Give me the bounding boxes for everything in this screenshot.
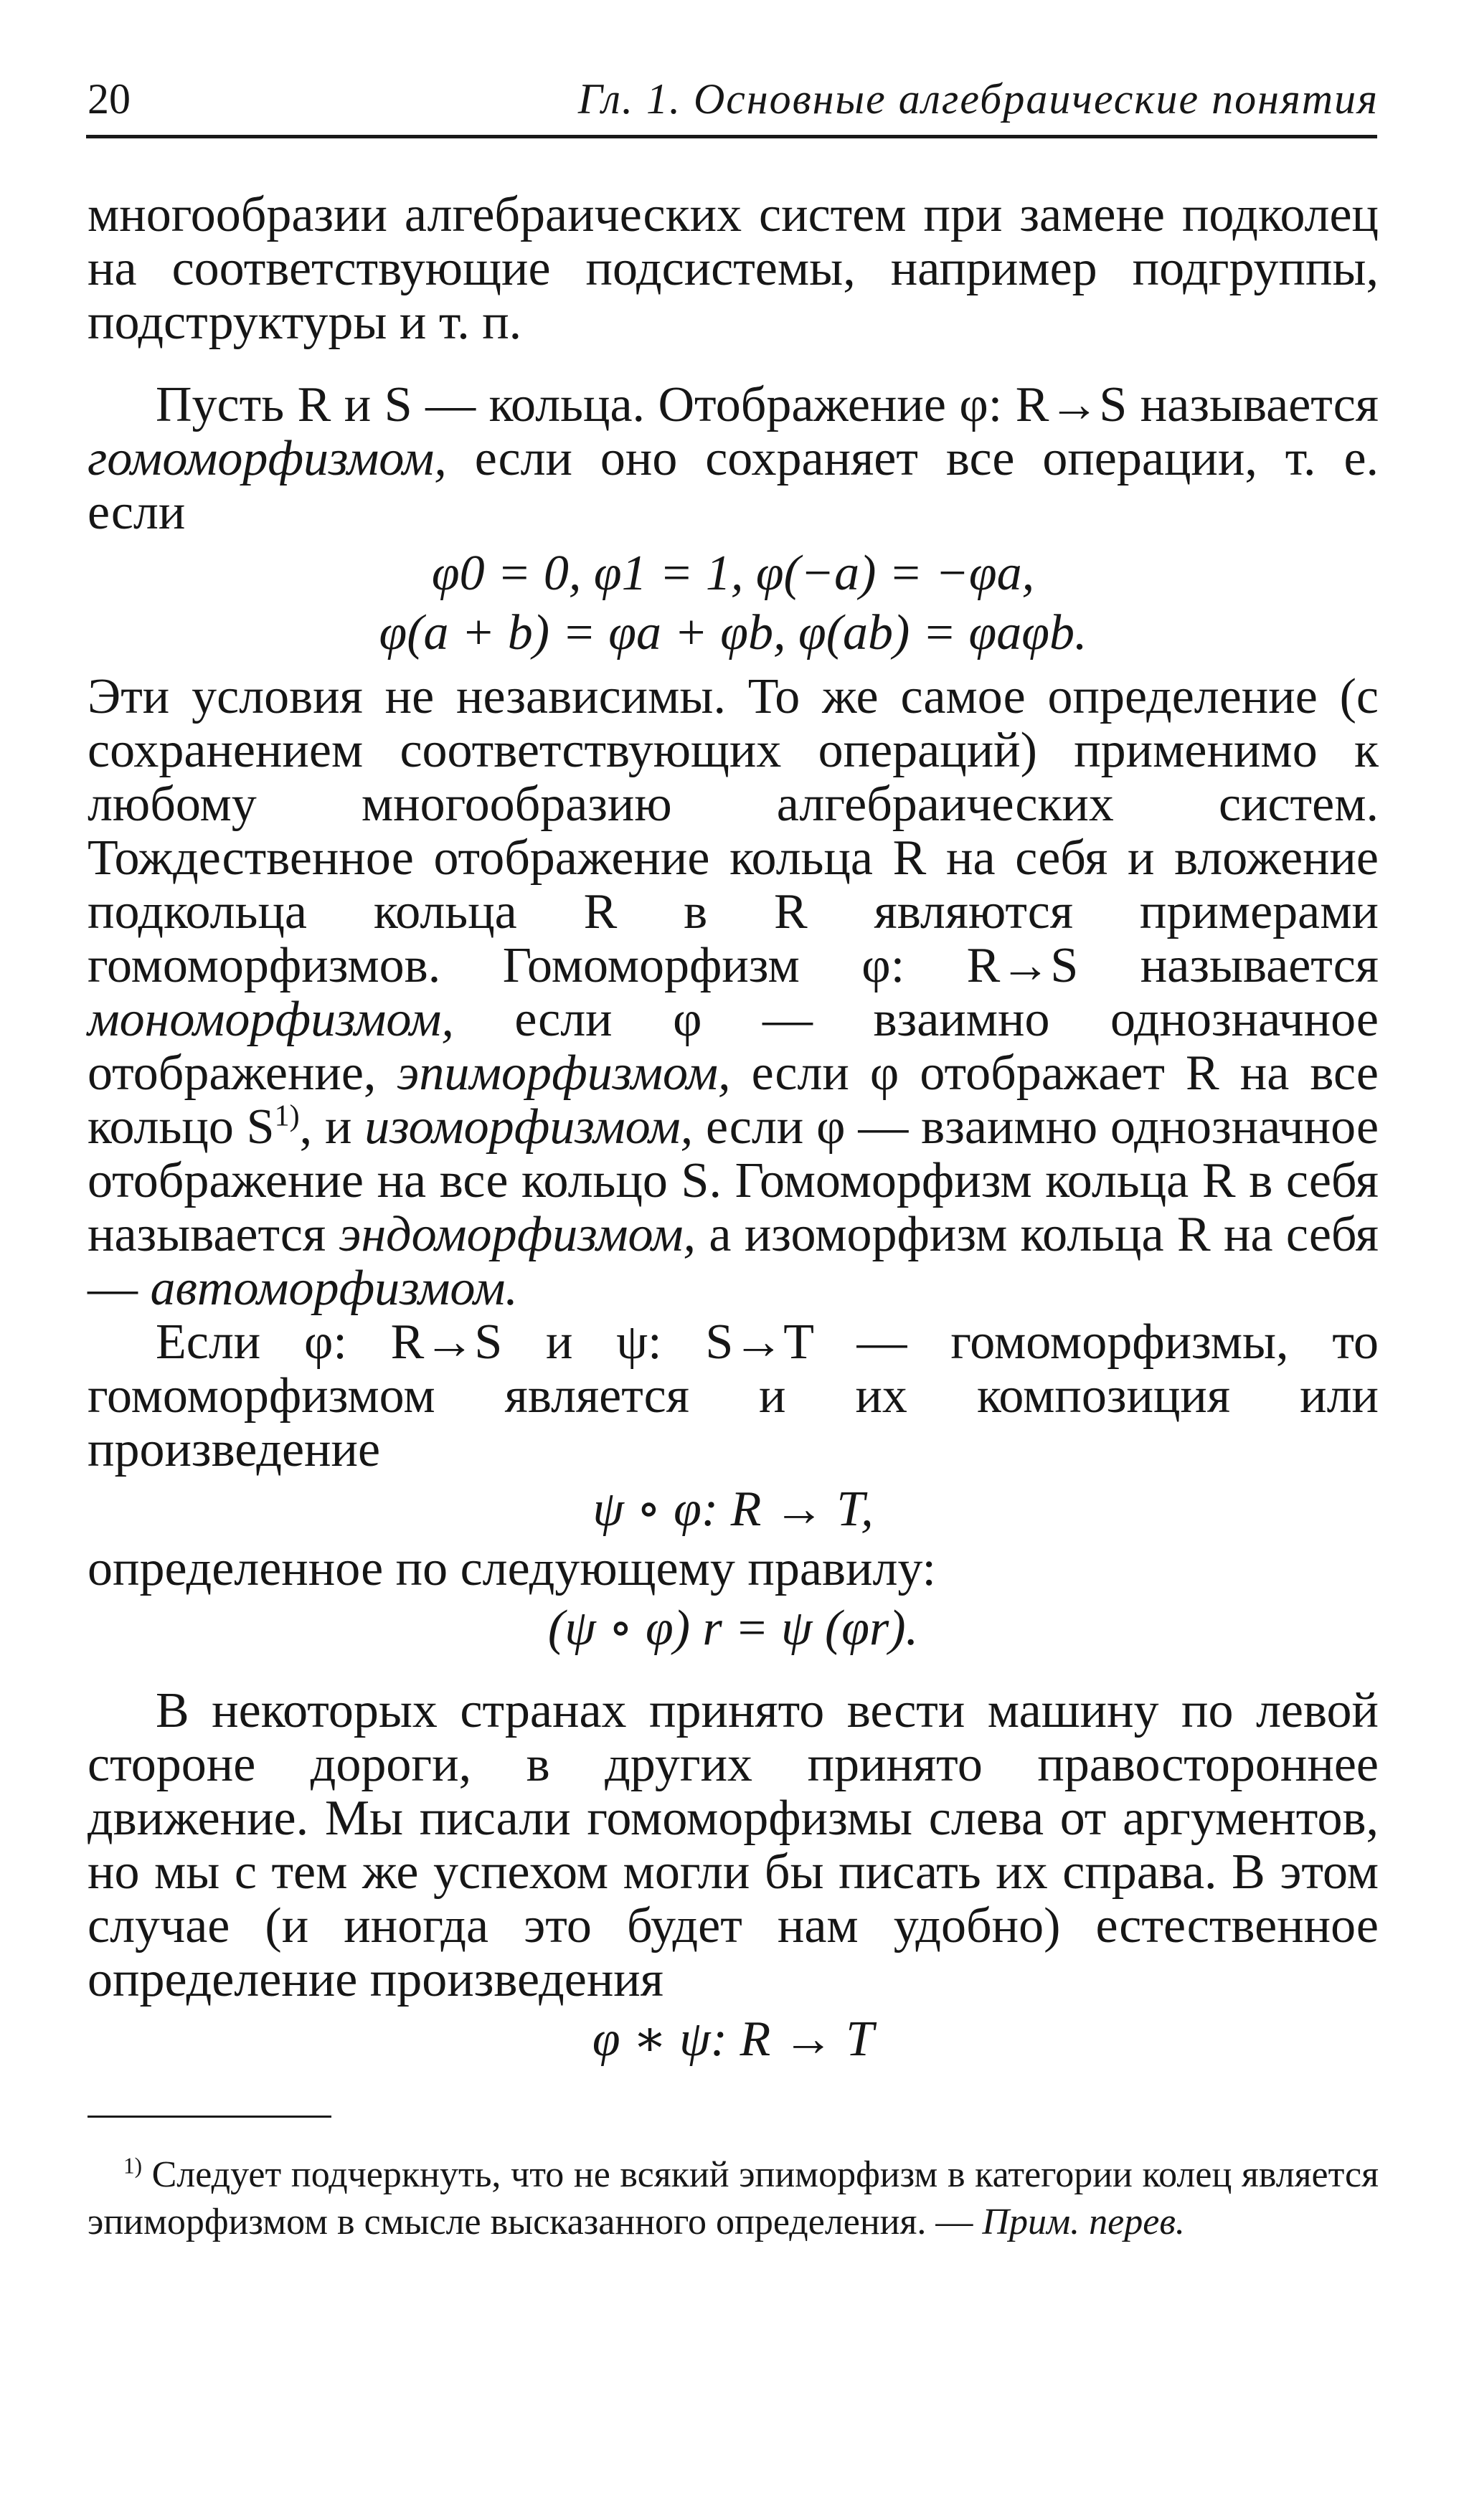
paragraph-homomorphism-definition [88, 378, 1379, 539]
text-segment: если φ — взаимно однозначное отображение, [88, 992, 1379, 1101]
formula-right-product: φ ∗ ψ: R → T [592, 2012, 874, 2067]
footnote [88, 2151, 1379, 2246]
formula-conditions-1: φ0 = 0, φ1 = 1, φ(−a) = −φa, [431, 546, 1035, 601]
paragraph-morphism-types [88, 670, 1379, 1315]
paragraph-composition: Если φ: R→S и ψ: S→T — гомоморфизмы, то гомоморфизмом является и их композиция или произведение [88, 1315, 1379, 1477]
paragraph-rule-intro: определенное по следующему правилу: [88, 1541, 936, 1596]
footnote-text [88, 2151, 1379, 2246]
text-segment: а изоморфизм кольца R на себя — [88, 1207, 1379, 1316]
text-segment: если φ — взаимно однозначное отображение на все кольцо S. Гомоморфизм кольца R в себя называется [88, 1099, 1379, 1262]
text-segment: Следует подчеркнуть, что не всякий эпиморфизм в категории колец является эпиморфизмом в смысле высказанного определения. — [88, 2154, 1379, 2242]
text-segment: , и [299, 1099, 352, 1155]
text-segment: Эти условия не независимы. То же самое определение (с сохранением соответствующих операций) применимо к любому многообразию алгебраических систем. Тождественное отображение кольца R на себя и вложение подкольца кольца R в R являются примерами гомоморфизмов. Гомоморфизм φ: R→S называется [88, 669, 1379, 993]
text-segment: если оно сохраняет все операции, т. е. если [88, 431, 1379, 540]
page-number: 20 [88, 75, 131, 123]
term-monomorphism: мономорфизмом, [88, 992, 454, 1047]
page-header [88, 70, 1379, 128]
term-endomorphism: эндоморфизмом, [339, 1207, 696, 1262]
formula-block-conditions [88, 546, 1379, 660]
text-segment: если φ отображает R на все кольцо S [88, 1046, 1379, 1155]
main-text [88, 188, 1379, 2072]
running-title: Гл. 1. Основные алгебраические понятия [577, 75, 1379, 123]
translator-note: Прим. перев. [982, 2202, 1185, 2242]
footnote-reference[interactable]: 1) [274, 1099, 300, 1133]
paragraph-notation-side: В некоторых странах принято вести машину по левой стороне дороги, в других принято правостороннее движение. Мы писали гомоморфизмы слева от аргументов, но мы с тем же успехом могли бы писать их справа. В этом случае (и иногда это будет нам удобно) естественное определение произведения [88, 1683, 1379, 2007]
header-rule [86, 135, 1377, 138]
term-epimorphism: эпиморфизмом, [397, 1046, 731, 1101]
footnote-rule [88, 2116, 331, 2118]
paragraph-varieties: многообразии алгебраических систем при замене подколец на соответствующие подсистемы, например подгруппы, подструктуры и т. п. [88, 187, 1379, 350]
term-homomorphism: гомоморфизмом, [88, 431, 447, 486]
text-segment: Пусть R и S — кольца. Отображение φ: R→S называется [156, 377, 1379, 432]
formula-conditions-2: φ(a + b) = φa + φb, φ(ab) = φaφb. [379, 605, 1087, 660]
formula-composition: ψ ∘ φ: R → T, [592, 1482, 874, 1537]
term-automorphism: автоморфизмом. [150, 1261, 518, 1316]
footnote-mark: 1) [123, 2153, 142, 2179]
formula-composition-rule: (ψ ∘ φ) r = ψ (φr). [547, 1601, 919, 1656]
term-isomorphism: изоморфизмом, [364, 1099, 694, 1155]
